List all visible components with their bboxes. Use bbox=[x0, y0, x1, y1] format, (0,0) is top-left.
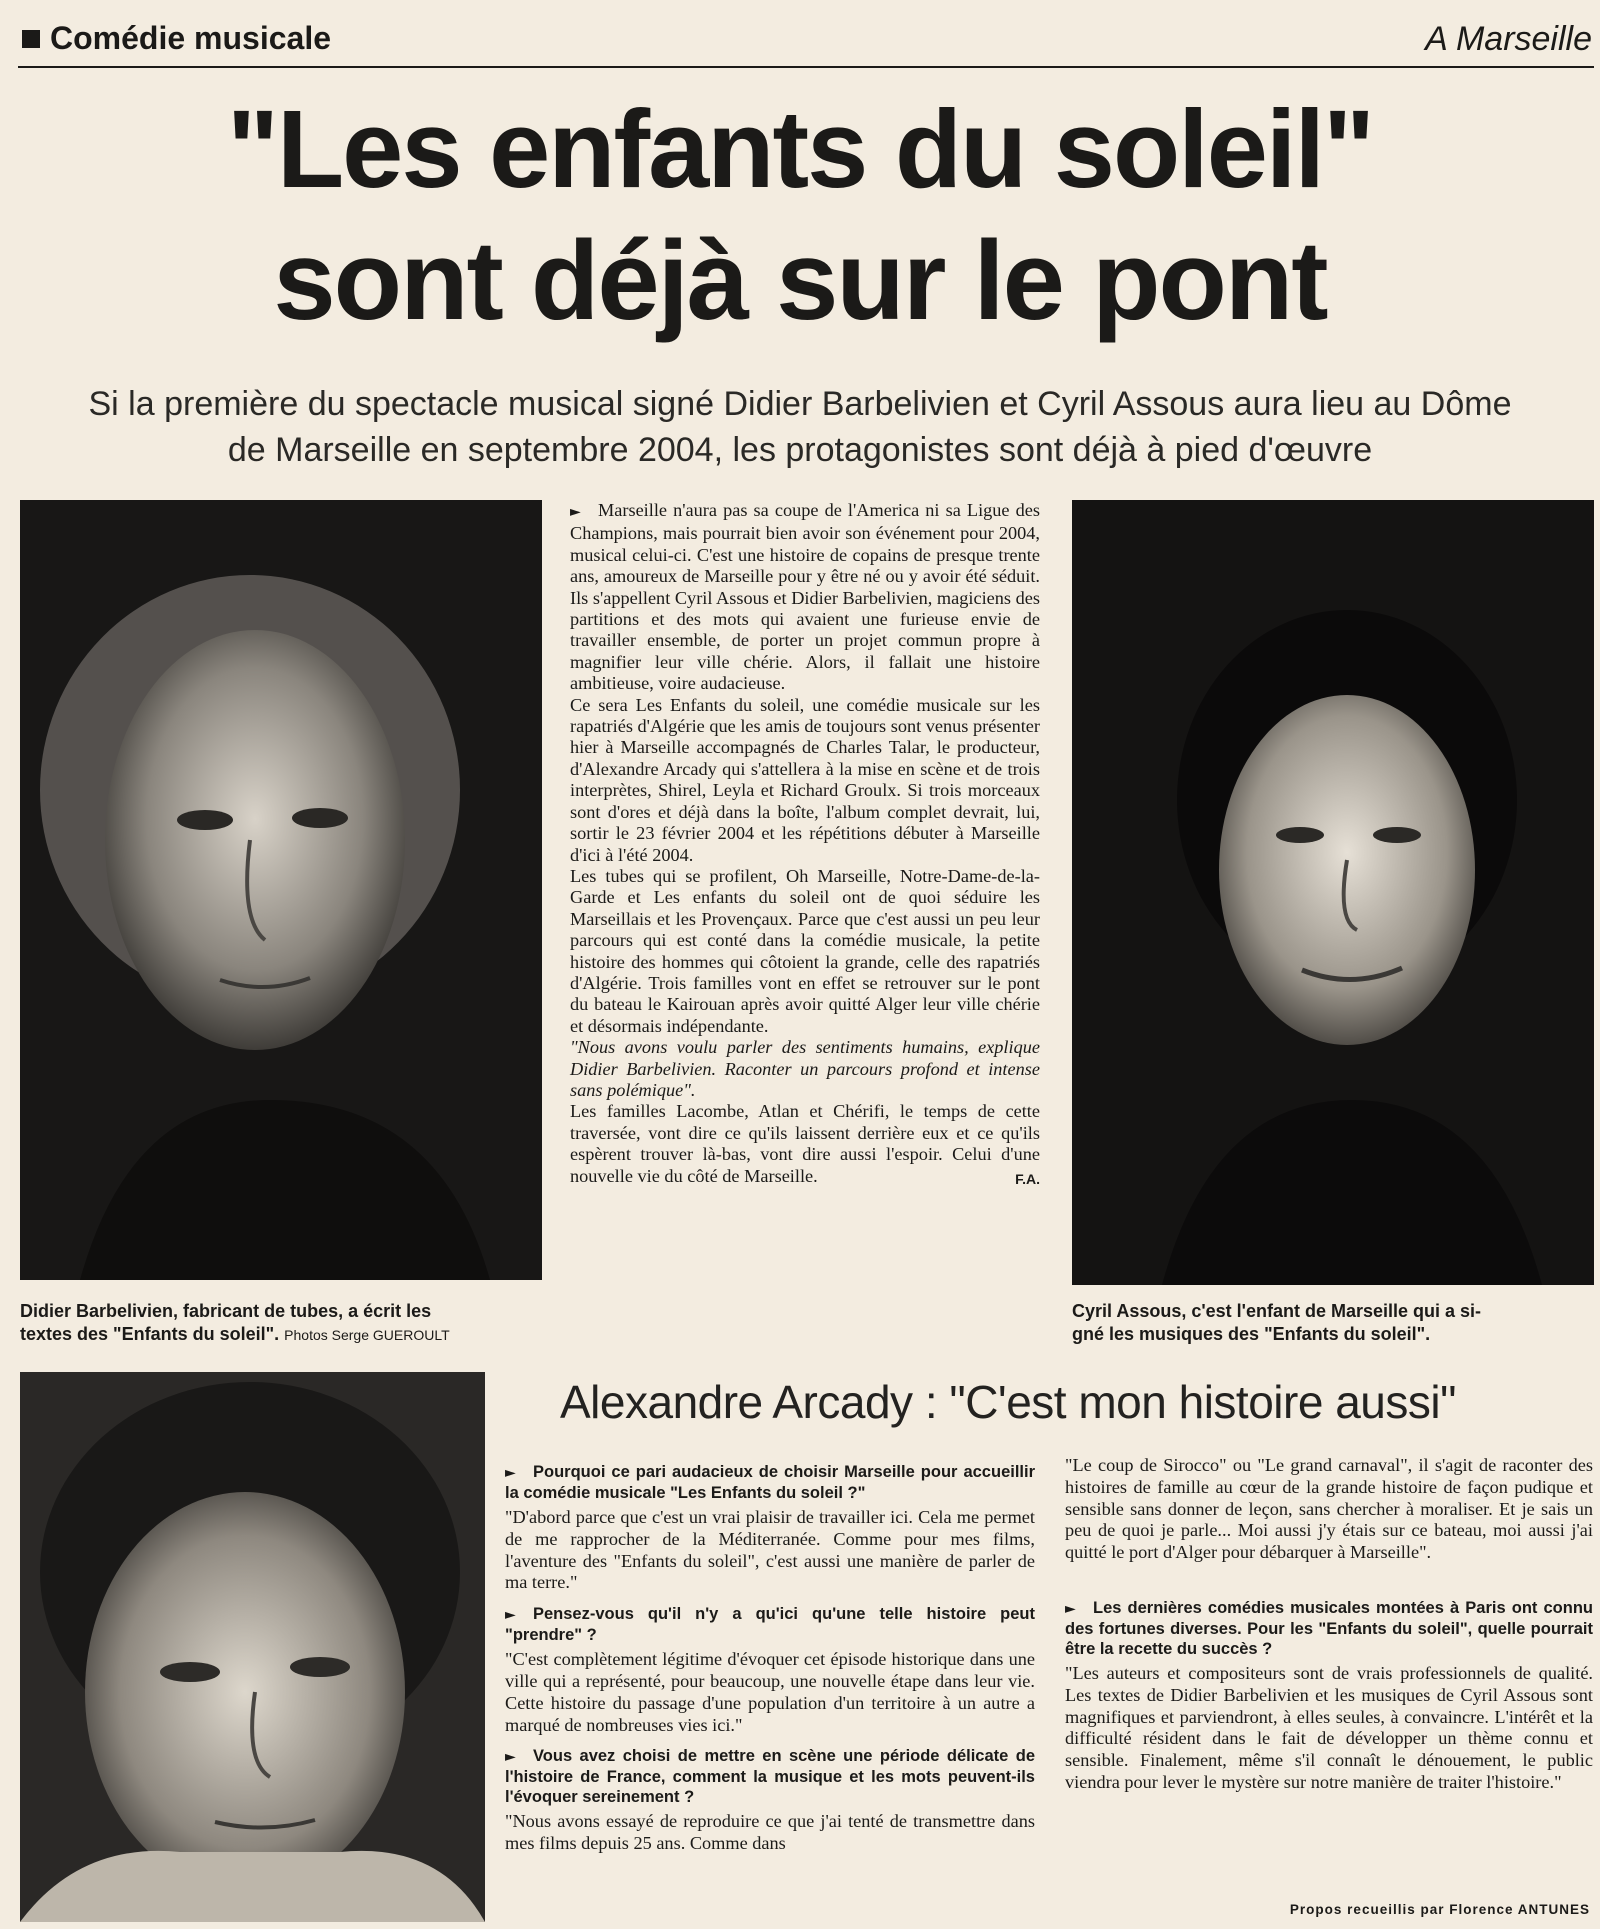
deck-line-2: de Marseille en septembre 2004, les protagonistes sont déjà à pied d'œuvre bbox=[227, 431, 1373, 469]
answer-2: "C'est complètement légitime d'évoquer cet épisode historique dans une ville qui a représenté, pour beaucoup, une nouvelle étape dans leur vie. Cette histoire du passage d'une population d'un territoire à un autre a marqué de nombreuses vies ici." bbox=[505, 1649, 1035, 1735]
article-paragraph-2: Ce sera Les Enfants du soleil, une comédie musicale sur les rapatriés d'Algérie que les amis de toujours sont venus présenter hier à Marseille accompagnés de Charles Talar, le producteur, d'Alexandre Arcady qui s'attellera à la mise en scène et de trois interprètes, Shirel, Leyla et Richard Groulx. Si trois morceaux sont d'ores et déjà dans la boîte, l'album complet devrait, lui, sortir le 23 février 2004 et les répétitions débuter à Marseille d'ici à l'été 2004. bbox=[570, 694, 1040, 865]
section-rubric bbox=[22, 20, 331, 57]
headline-line-1: "Les enfants du soleil" bbox=[226, 88, 1374, 211]
location-label: A Marseille bbox=[1425, 20, 1592, 58]
photo-alexandre-arcady bbox=[20, 1372, 485, 1922]
question-1: ► Pourquoi ce pari audacieux de choisir Marseille pour accueillir la comédie musicale "Les Enfants du soleil ?" bbox=[505, 1463, 1035, 1502]
answer-3: "Nous avons essayé de reproduire ce que j'ai tenté de transmettre dans mes films depuis 25 ans. Comme dans bbox=[505, 1811, 1035, 1854]
caption-right-line-2: gné les musiques des "Enfants du soleil". bbox=[1072, 1324, 1431, 1344]
arrow-bullet-icon: ► bbox=[505, 1607, 516, 1624]
answer-4: "Les auteurs et compositeurs sont de vrais professionnels de qualité. Les textes de Didier Barbelivien et les musiques de Cyril Assous sont magnifiques et parviendront, à elles seules, à convaincre. L'intérêt et la difficulté résident dans le fait de développer un thème connu et sensible. Finalement, même s'il connaît le dénouement, le public viendra pour lever le mystère sur notre manière de traiter l'histoire." bbox=[1065, 1662, 1593, 1792]
article-body bbox=[570, 500, 1040, 1190]
question-4: ► Les dernières comédies musicales montées à Paris ont connu des fortunes diverses. Pour les "Enfants du soleil", quelle pourrait être la recette du succès ? bbox=[1065, 1598, 1593, 1658]
question-3: ► Vous avez choisi de mettre en scène une période délicate de l'histoire de France, comment la musique et les mots peuvent-ils l'évoquer sereinement ? bbox=[505, 1747, 1035, 1807]
article-paragraph-1: Marseille n'aura pas sa coupe de l'America ni sa Ligue des Champions, mais pourrait bien avoir son événement pour 2004, musical celui-ci. C'est une histoire de copains de presque trente ans, amoureux de Marseille pour y être né ou y avoir été séduit. Ils s'appellent Cyril Assous et Didier Barbelivien, magiciens des partitions et des mots qui avaient une furieuse envie de travailler ensemble, de porter un projet commun propre à magnifier leur ville chérie. Alors, il fallait une histoire ambitieuse, voire audacieuse. bbox=[570, 500, 1040, 694]
square-bullet-icon bbox=[22, 30, 40, 48]
headline-line-2: sont déjà sur le pont bbox=[273, 218, 1327, 343]
caption-right-line-1: Cyril Assous, c'est l'enfant de Marseille qui a si- bbox=[1072, 1301, 1482, 1321]
answer-3-continued: "Le coup de Sirocco" ou "Le grand carnaval", il s'agit de raconter des histoires de famille au cœur de la grande histoire de façon pudique et sensible sans donner de leçon, sans chercher à moraliser. Et je sais un peu de quoi je parle... Moi aussi j'y étais sur ce bateau, moi aussi j'ai quitté le port d'Alger pour débarquer à Marseille". bbox=[1065, 1455, 1593, 1563]
arrow-bullet-icon: ► bbox=[505, 1749, 516, 1766]
article-paragraph-3: Les tubes qui se profilent, Oh Marseille, Notre-Dame-de-la-Garde et Les enfants du soleil ont de quoi séduire les Marseillais et les Provençaux. Parce que c'est aussi un peu leur parcours qui est conté dans la comédie musicale, la petite histoire des hommes qui côtoient la grande, celle des rapatriés d'Algérie. Trois familles vont en effet se retrouver sur le pont du bateau le Kairouan après avoir quitté Alger leur ville chérie et désormais indépendante. bbox=[570, 865, 1040, 1036]
article-paragraph-4: Les familles Lacombe, Atlan et Chérifi, le temps de cette traversée, vont dire ce qu'ils laissent derrière eux et ce qu'ils espèrent trouver là-bas, vont dire aussi l'espoir. Celui d'une nouvelle vie du côté de Marseille. bbox=[570, 1101, 1040, 1186]
photo-cyril-assous bbox=[1072, 500, 1594, 1285]
deck-line-1: Si la première du spectacle musical signé Didier Barbelivien et Cyril Assous aura lieu au Dôme bbox=[88, 385, 1512, 423]
arrow-bullet-icon: ► bbox=[570, 504, 581, 520]
caption-left-line-1: Didier Barbelivien, fabricant de tubes, a écrit les bbox=[20, 1301, 432, 1321]
article-quote: "Nous avons voulu parler des sentiments humains, explique Didier Barbelivien. Raconter un parcours profond et intense sans polémique". bbox=[570, 1037, 1040, 1100]
caption-left bbox=[20, 1300, 550, 1347]
interview-column-1 bbox=[505, 1452, 1035, 1855]
answer-1: "D'abord parce que c'est un vrai plaisir de travailler ici. Cela me permet de me rapprocher de la Méditerranée. Comme pour mes films, l'aventure des "Enfants du soleil", c'est aussi une manière de parler de ma terre." bbox=[505, 1507, 1035, 1593]
caption-left-line-2: textes des "Enfants du soleil". bbox=[20, 1324, 280, 1344]
interview-signature: Propos recueillis par Florence ANTUNES bbox=[1289, 1902, 1590, 1917]
article-byline: F.A. bbox=[1015, 1171, 1040, 1187]
header-rule bbox=[18, 66, 1594, 68]
interview-title: Alexandre Arcady : "C'est mon histoire aussi" bbox=[560, 1376, 1456, 1428]
photo-credit: Photos Serge GUEROULT bbox=[284, 1327, 450, 1343]
interview-column-2 bbox=[1065, 1455, 1593, 1794]
arrow-bullet-icon: ► bbox=[1065, 1600, 1076, 1617]
caption-right bbox=[1072, 1300, 1597, 1346]
arrow-bullet-icon: ► bbox=[505, 1465, 516, 1481]
question-2: ► Pensez-vous qu'il n'y a qu'ici qu'une telle histoire peut "prendre" ? bbox=[505, 1605, 1035, 1645]
rubric-label: Comédie musicale bbox=[50, 20, 331, 56]
photo-didier-barbelivien bbox=[20, 500, 542, 1280]
